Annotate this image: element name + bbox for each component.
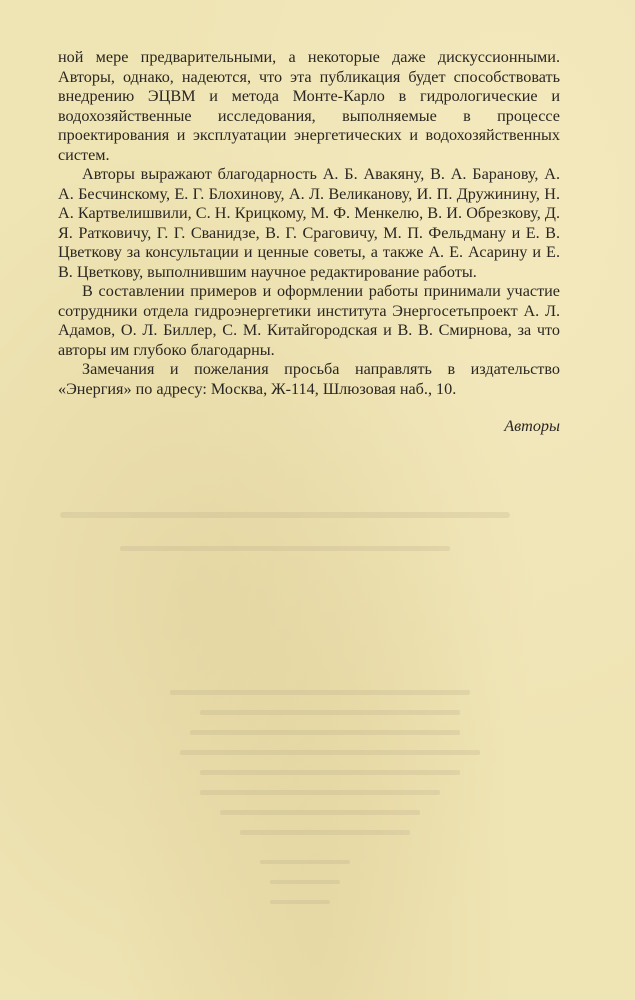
page-text-block (58, 48, 560, 436)
signature-authors: Авторы (504, 417, 560, 435)
paragraph-acknowledgements: Авторы выражают благодарность А. Б. Авакяну, В. А. Баранову, А. А. Бесчинскому, Е. Г. Блохинову, А. Л. Великанову, И. П. Дружинину, Н. А. Картвелишвили, С. Н. Крицкому, М. Ф. Менкелю, В. И. Обрезкову, Д. Я. Ратковичу, Г. Г. Сванидзе, В. Г. Сраговичу, М. П. Фельдману и Е. В. Цветкову за консультации и ценные советы, а также А. Е. Асарину и Е. В. Цветкову, выполнившим научное редактирование работы. (58, 165, 560, 281)
paragraph-contributors: В составлении примеров и оформлении работы принимали участие сотрудники отдела гидроэнергетики института Энергосетьпроект А. Л. Адамов, О. Л. Биллер, С. М. Китайгородская и В. В. Смирнова, за что авторы им глубоко благодарны. (58, 282, 560, 359)
paragraph-feedback-address: Замечания и пожелания просьба направлять в издательство «Энергия» по адресу: Москва, Ж-114, Шлюзовая наб., 10. (58, 360, 560, 398)
paragraph-continuation: ной мере предварительными, а некоторые даже дискуссионными. Авторы, однако, надеются, что эта публикация будет способствовать внедрению ЭЦВМ и метода Монте-Карло в гидрологические и водохозяйственные исследования, выполняемые в процессе проектирования и эксплуатации энергетических и водохозяйственных систем. (58, 48, 560, 164)
